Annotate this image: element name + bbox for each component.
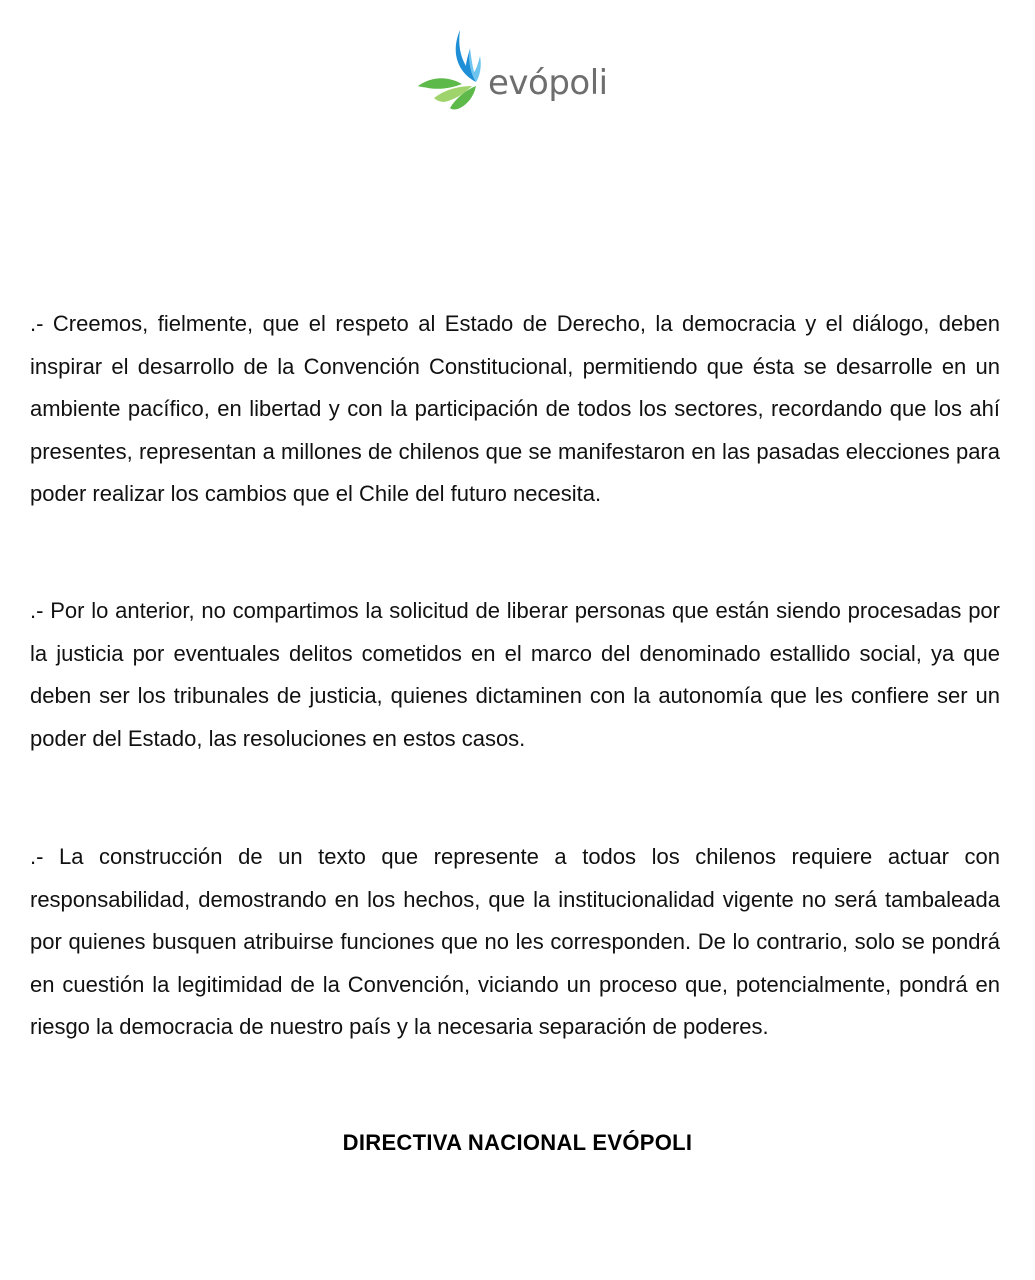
- logo-wordmark: evópoli: [488, 63, 608, 103]
- statement-paragraph-3: .- La construcción de un texto que represente a todos los chilenos requiere actuar con responsabilidad, demostrando en los hechos, que la institucionalidad vigente no será tambaleada por quienes busquen atribuirse funciones que no les corresponden. De lo contrario, solo se pondrá en cuestión la legitimidad de la Convención, viciando un proceso que, potencialmente, pondrá en riesgo la democracia de nuestro país y la necesaria separación de poderes.: [30, 844, 1000, 1039]
- statement-paragraph-1: .- Creemos, fielmente, que el respeto al Estado de Derecho, la democracia y el diálogo, deben inspirar el desarrollo de la Convención Constitucional, permitiendo que ésta se desarrolle en un ambiente pacífico, en libertad y con la participación de todos los sectores, recordando que los ahí presentes, representan a millones de chilenos que se manifestaron en las pasadas elecciones para poder realizar los cambios que el Chile del futuro necesita.: [30, 311, 1000, 506]
- statement-paragraph-2: .- Por lo anterior, no compartimos la solicitud de liberar personas que están siendo procesadas por la justicia por eventuales delitos cometidos en el marco del denominado estallido social, ya que deben ser los tribunales de justicia, quienes dictaminen con la autonomía que les confiere ser un poder del Estado, las resoluciones en estos casos.: [30, 598, 1000, 751]
- evopoli-logo: [414, 26, 614, 116]
- signature: DIRECTIVA NACIONAL EVÓPOLI: [342, 1130, 693, 1155]
